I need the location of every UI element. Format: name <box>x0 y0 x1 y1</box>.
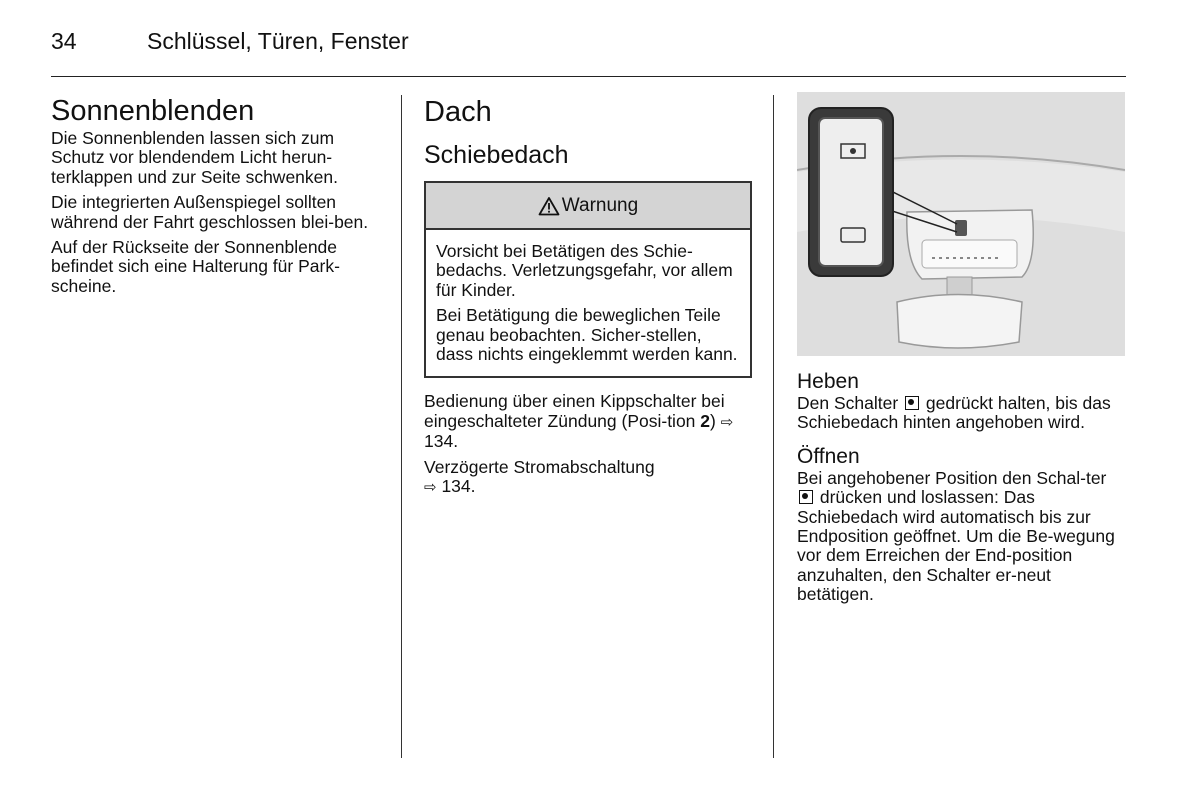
paragraph-raise: Den Schalter gedrückt halten, bis das Schiebedach hinten angehoben wird. <box>797 393 1111 433</box>
paragraph: Die integrierten Außenspiegel sollten während der Fahrt geschlossen blei-ben. <box>51 192 369 232</box>
column-roof <box>424 92 752 497</box>
sunroof-switch-image <box>797 92 1125 356</box>
subsection-heading-raise: Heben <box>797 370 859 393</box>
paragraph-operation: Bedienung über einen Kippschalter bei eingeschalteter Zündung (Posi-tion 2) ⇨ 134. <box>424 391 734 452</box>
page-reference[interactable]: 134. <box>436 476 476 497</box>
column-sunroof-operation <box>797 92 1125 605</box>
warning-title: Warnung <box>561 194 639 216</box>
column-divider-1 <box>401 95 402 758</box>
warning-box <box>424 181 752 378</box>
header-divider <box>51 76 1126 77</box>
subsection-heading-sunroof: Schiebedach <box>424 141 569 169</box>
page-reference[interactable]: 134. <box>424 431 459 452</box>
paragraph-open: Bei angehobener Position den Schal-ter drücken und loslassen: Das Schiebedach wird automatisch bis zur Endposition geöffnet. Um die Be-wegung vor dem Erreichen der End-position anzuhalten, den Schalter er-neut betätigen. <box>797 467 1115 605</box>
chapter-title: Schlüssel, Türen, Fenster <box>147 28 409 54</box>
warning-paragraph: Bei Betätigung die beweglichen Teile genau beobachten. Sicher-stellen, dass nichts eingeklemmt werden kann. <box>436 305 738 365</box>
page-number: 34 <box>51 28 77 54</box>
column-sun-visors <box>51 92 381 296</box>
column-divider-2 <box>773 95 774 758</box>
section-heading-sun-visors: Sonnenblenden <box>51 95 255 127</box>
tilt-switch-icon <box>905 396 919 410</box>
page-reference-arrow-icon: ⇨ <box>424 479 437 497</box>
paragraph: Auf der Rückseite der Sonnenblende befindet sich eine Halterung für Park-scheine. <box>51 237 340 296</box>
paragraph-delayed-power-off: Verzögerte Stromabschaltung ⇨ 134. <box>424 456 655 497</box>
warning-body <box>426 230 750 376</box>
sunroof-switch-illustration <box>797 92 1125 356</box>
warning-header <box>426 183 750 230</box>
subsection-heading-open: Öffnen <box>797 444 860 468</box>
warning-triangle-icon <box>538 196 560 216</box>
page-header <box>51 26 1126 76</box>
position-number: 2 <box>700 410 711 431</box>
warning-paragraph: Vorsicht bei Betätigen des Schie-bedachs. Verletzungsgefahr, vor allem für Kinder. <box>436 241 733 300</box>
tilt-switch-icon <box>799 490 813 504</box>
section-heading-roof: Dach <box>424 96 492 128</box>
page-reference-arrow-icon: ⇨ <box>720 413 734 431</box>
paragraph: Die Sonnenblenden lassen sich zum Schutz vor blendendem Licht herun-terklappen und zur Seite schwenken. <box>51 128 338 187</box>
